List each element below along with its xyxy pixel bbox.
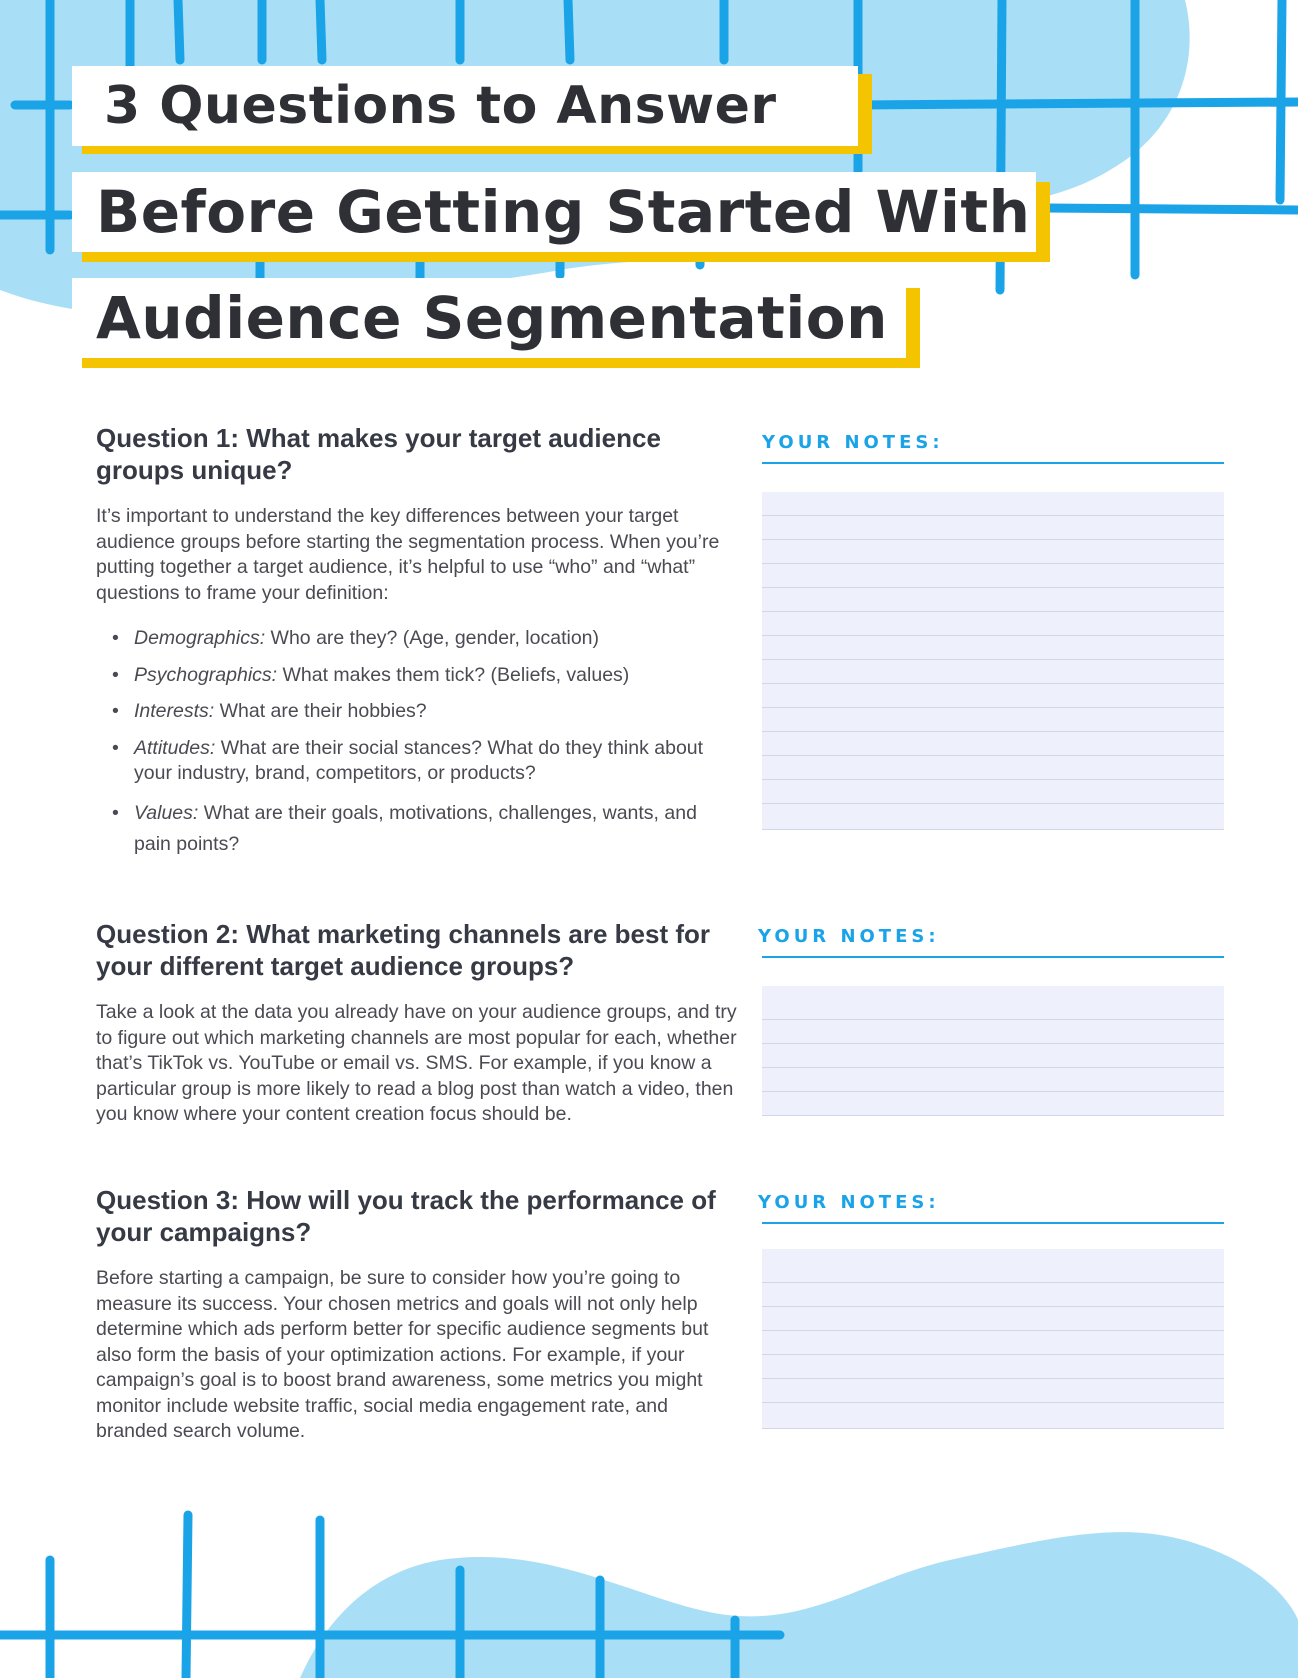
question-1-section <box>96 422 736 860</box>
note-line <box>762 636 1224 660</box>
note-line <box>762 756 1224 780</box>
note-line <box>762 1044 1224 1068</box>
bullet-term: Demographics: <box>134 627 266 649</box>
notes-label: YOUR NOTES: <box>758 1192 940 1213</box>
bullet-text: What makes them tick? (Beliefs, values) <box>277 663 630 686</box>
notes-area[interactable] <box>762 492 1224 830</box>
title-text-1: 3 Questions to Answer <box>72 66 858 146</box>
notes-panel-3 <box>758 1192 1224 1213</box>
bullet-term: Psychographics: <box>134 663 278 686</box>
title-text-3: Audience Segmentation <box>72 278 906 358</box>
note-line <box>762 804 1224 830</box>
notes-panel-2 <box>758 926 1224 947</box>
notes-underline <box>762 956 1224 958</box>
notes-area[interactable] <box>762 1249 1224 1429</box>
note-line <box>762 732 1224 756</box>
note-line <box>762 1092 1224 1116</box>
note-line <box>762 1249 1224 1283</box>
bullet-term: Interests: <box>134 700 215 722</box>
question-2-section <box>96 918 746 1128</box>
question-1-title: Question 1: What makes your target audience groups unique? <box>96 423 661 485</box>
note-line <box>762 1307 1224 1331</box>
notes-underline <box>762 1222 1224 1224</box>
bullet-text: What are their hobbies? <box>214 700 427 722</box>
note-line <box>762 1403 1224 1429</box>
note-line <box>762 1068 1224 1092</box>
bullet-text: What are their social stances? What do they think about your industry, brand, competitors, or products? <box>134 736 704 784</box>
note-line <box>762 660 1224 684</box>
note-line <box>762 1283 1224 1307</box>
note-line <box>762 1379 1224 1403</box>
bullet-text: What are their goals, motivations, challenges, wants, and pain points? <box>134 801 697 855</box>
notes-panel-1 <box>762 432 1224 453</box>
note-line <box>762 780 1224 804</box>
note-line <box>762 612 1224 636</box>
note-line <box>762 1020 1224 1044</box>
note-line <box>762 540 1224 564</box>
list-item <box>96 736 736 787</box>
note-line <box>762 564 1224 588</box>
list-item <box>96 626 736 652</box>
notes-label: YOUR NOTES: <box>762 432 944 453</box>
question-1-intro: It’s important to understand the key differences between your target audience groups before starting the segmentation process. When you’re putting together a target audience, it’s helpful to use “who” and “what” questions to frame your definition: <box>96 505 720 604</box>
notes-area[interactable] <box>762 986 1224 1116</box>
question-3-title: Question 3: How will you track the performance of your campaigns? <box>96 1185 716 1247</box>
note-line <box>762 588 1224 612</box>
notes-label: YOUR NOTES: <box>758 926 940 947</box>
question-3-body: Before starting a campaign, be sure to consider how you’re going to measure its success. Your chosen metrics and goals will not only help determine which ads perform better for specific audience segments but also form the basis of your optimization actions. For example, if your campaign’s goal is to boost brand awareness, some metrics you might monitor include website traffic, social media engagement rate, and branded search volume. <box>96 1267 709 1442</box>
bullet-term: Attitudes: <box>134 736 216 759</box>
question-1-bullets <box>96 626 736 860</box>
note-line <box>762 516 1224 540</box>
notes-underline <box>762 462 1224 464</box>
question-2-body: Take a look at the data you already have on your audience groups, and try to figure out which marketing channels are most popular for each, whether that’s TikTok vs. YouTube or email vs. SMS. For example, if you know a particular group is more likely to read a blog post than watch a video, then you know where your content creation focus should be. <box>96 1001 737 1125</box>
question-2-title: Question 2: What marketing channels are best for your different target audience groups? <box>96 919 711 981</box>
title-text-2: Before Getting Started With <box>72 172 1036 252</box>
note-line <box>762 684 1224 708</box>
list-item <box>96 699 736 725</box>
bottom-blob-shape <box>300 1532 1298 1678</box>
list-item <box>96 663 736 689</box>
question-3-section <box>96 1184 736 1445</box>
note-line <box>762 986 1224 1020</box>
bullet-term: Values: <box>134 801 199 824</box>
bullet-text: Who are they? (Age, gender, location) <box>265 627 600 649</box>
note-line <box>762 1331 1224 1355</box>
list-item <box>96 798 736 860</box>
note-line <box>762 1355 1224 1379</box>
note-line <box>762 492 1224 516</box>
note-line <box>762 708 1224 732</box>
